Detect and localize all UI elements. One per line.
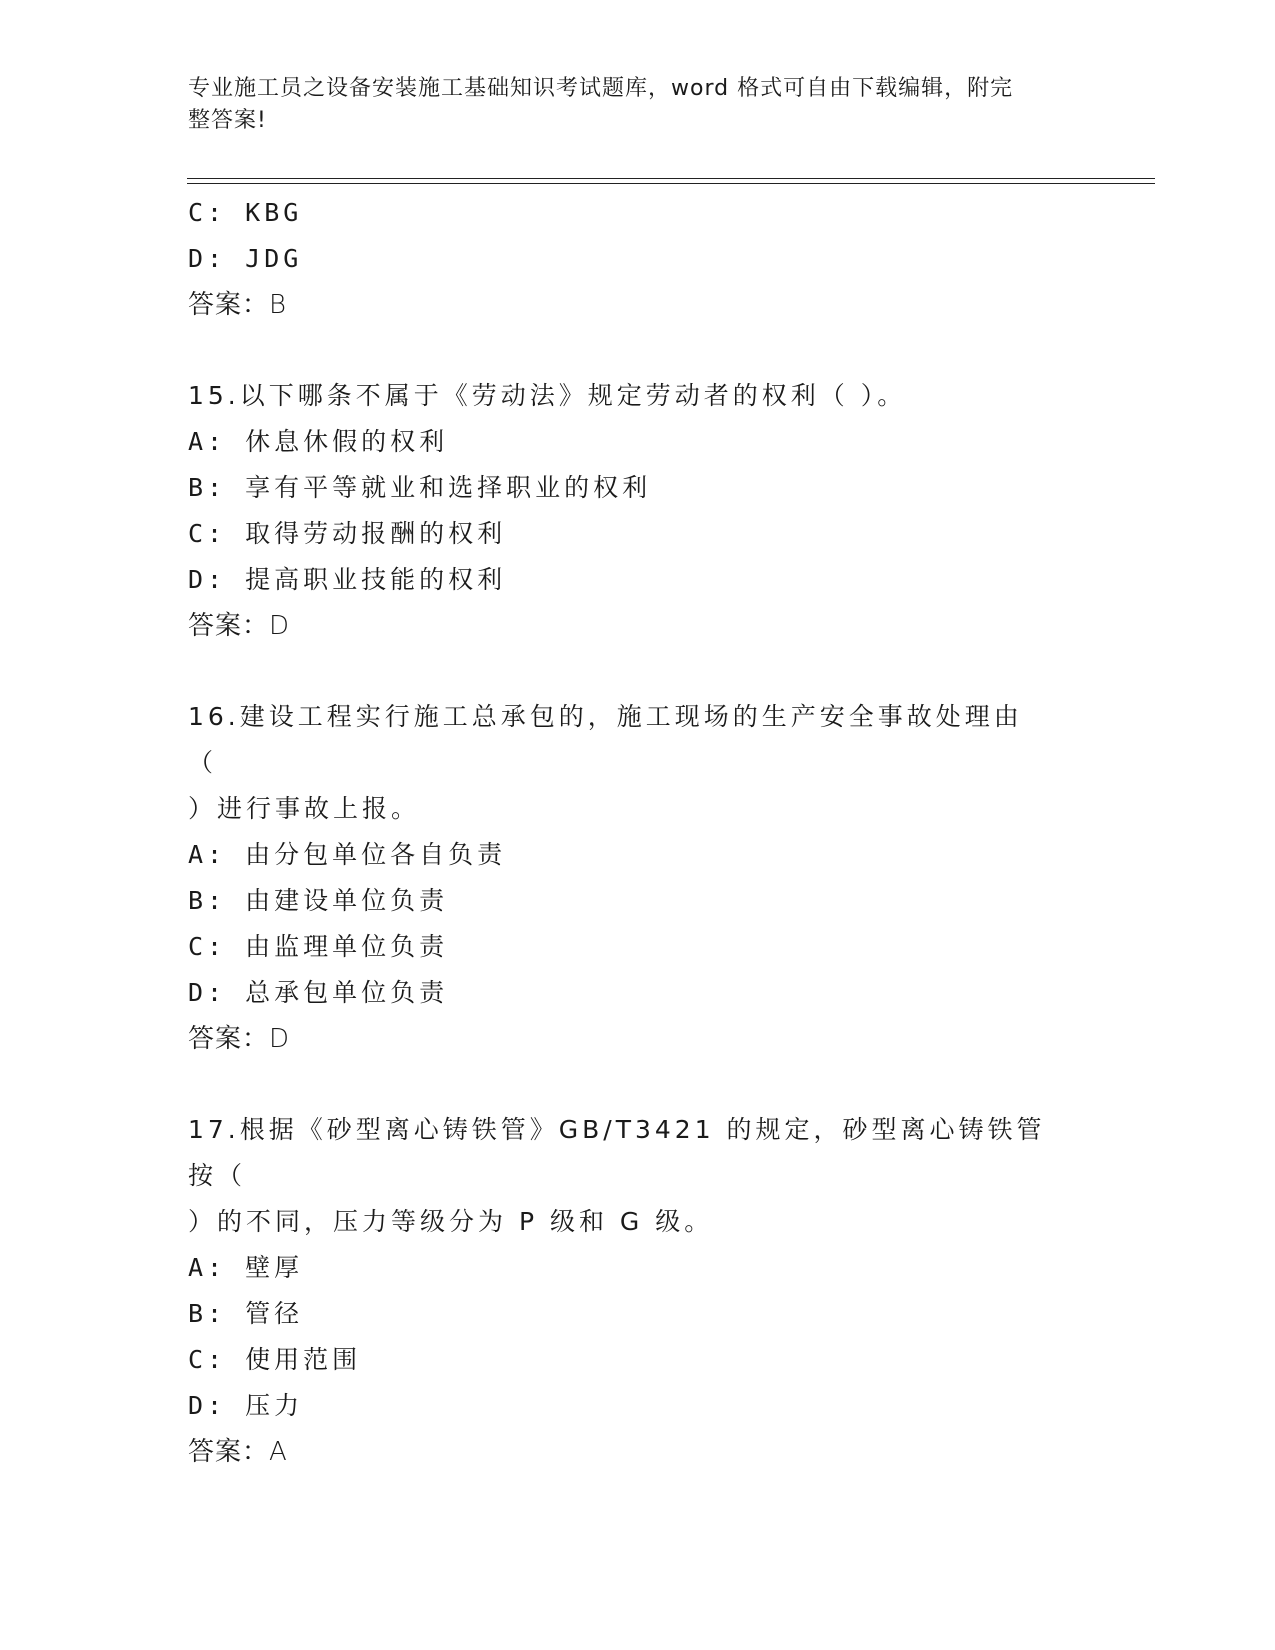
option-text: 总承包单位负责 [245, 978, 449, 1007]
option-b [188, 878, 1088, 924]
option-key: D: [188, 565, 227, 594]
header-line-2: 整答案! [188, 108, 267, 133]
option-text: 享有平等就业和选择职业的权利 [245, 473, 652, 502]
option-key: B: [188, 473, 227, 502]
question-17 [188, 1107, 1088, 1475]
option-text: KBG [245, 198, 303, 227]
option-c [188, 1337, 1088, 1383]
option-text: 提高职业技能的权利 [245, 565, 507, 594]
option-text: 休息休假的权利 [245, 427, 449, 456]
header-divider-top [187, 178, 1155, 179]
question-title-line-2: ）的不同，压力等级分为 P 级和 G 级。 [188, 1207, 714, 1236]
option-text: 壁厚 [245, 1253, 304, 1282]
option-key: C: [188, 198, 227, 227]
option-c [188, 511, 1088, 557]
option-d [188, 557, 1088, 603]
option-c [188, 924, 1088, 970]
option-key: D: [188, 244, 227, 273]
option-key: C: [188, 1345, 227, 1374]
option-c [188, 190, 1088, 236]
answer-line: 答案：D [188, 1024, 291, 1054]
option-a [188, 419, 1088, 465]
option-key: B: [188, 1299, 227, 1328]
option-text: 取得劳动报酬的权利 [245, 519, 507, 548]
option-key: A: [188, 1253, 227, 1282]
header-line-1: 专业施工员之设备安装施工基础知识考试题库，word 格式可自由下载编辑，附完 [188, 76, 1014, 101]
option-key: A: [188, 840, 227, 869]
option-text: 由分包单位各自负责 [245, 840, 507, 869]
option-key: C: [188, 932, 227, 961]
question-16 [188, 694, 1088, 1062]
option-key: A: [188, 427, 227, 456]
question-15 [188, 373, 1088, 649]
header-divider-bottom [187, 183, 1155, 184]
answer-line: 答案：B [188, 290, 288, 320]
option-a [188, 1245, 1088, 1291]
option-key: B: [188, 886, 227, 915]
option-text: 使用范围 [245, 1345, 362, 1374]
answer-line: 答案：D [188, 611, 291, 641]
question-title-line-1: 17.根据《砂型离心铸铁管》GB/T3421 的规定，砂型离心铸铁管按（ [188, 1115, 1046, 1190]
option-d [188, 970, 1088, 1016]
option-key: D: [188, 1391, 227, 1420]
option-text: 由建设单位负责 [245, 886, 449, 915]
option-d [188, 1383, 1088, 1429]
question-14-tail [188, 190, 1088, 328]
option-key: D: [188, 978, 227, 1007]
option-text: 由监理单位负责 [245, 932, 449, 961]
answer-line: 答案：A [188, 1437, 288, 1467]
option-b [188, 465, 1088, 511]
option-text: 管径 [245, 1299, 304, 1328]
document-header [188, 73, 1068, 137]
option-text: 压力 [245, 1391, 304, 1420]
question-title: 15.以下哪条不属于《劳动法》规定劳动者的权利（ ）。 [188, 381, 907, 410]
question-title-line-2: ）进行事故上报。 [188, 794, 421, 823]
option-d [188, 236, 1088, 282]
option-a [188, 832, 1088, 878]
option-text: JDG [245, 244, 303, 273]
option-b [188, 1291, 1088, 1337]
document-body [188, 190, 1088, 1475]
question-title-line-1: 16.建设工程实行施工总承包的，施工现场的生产安全事故处理由（ [188, 702, 1023, 777]
option-key: C: [188, 519, 227, 548]
